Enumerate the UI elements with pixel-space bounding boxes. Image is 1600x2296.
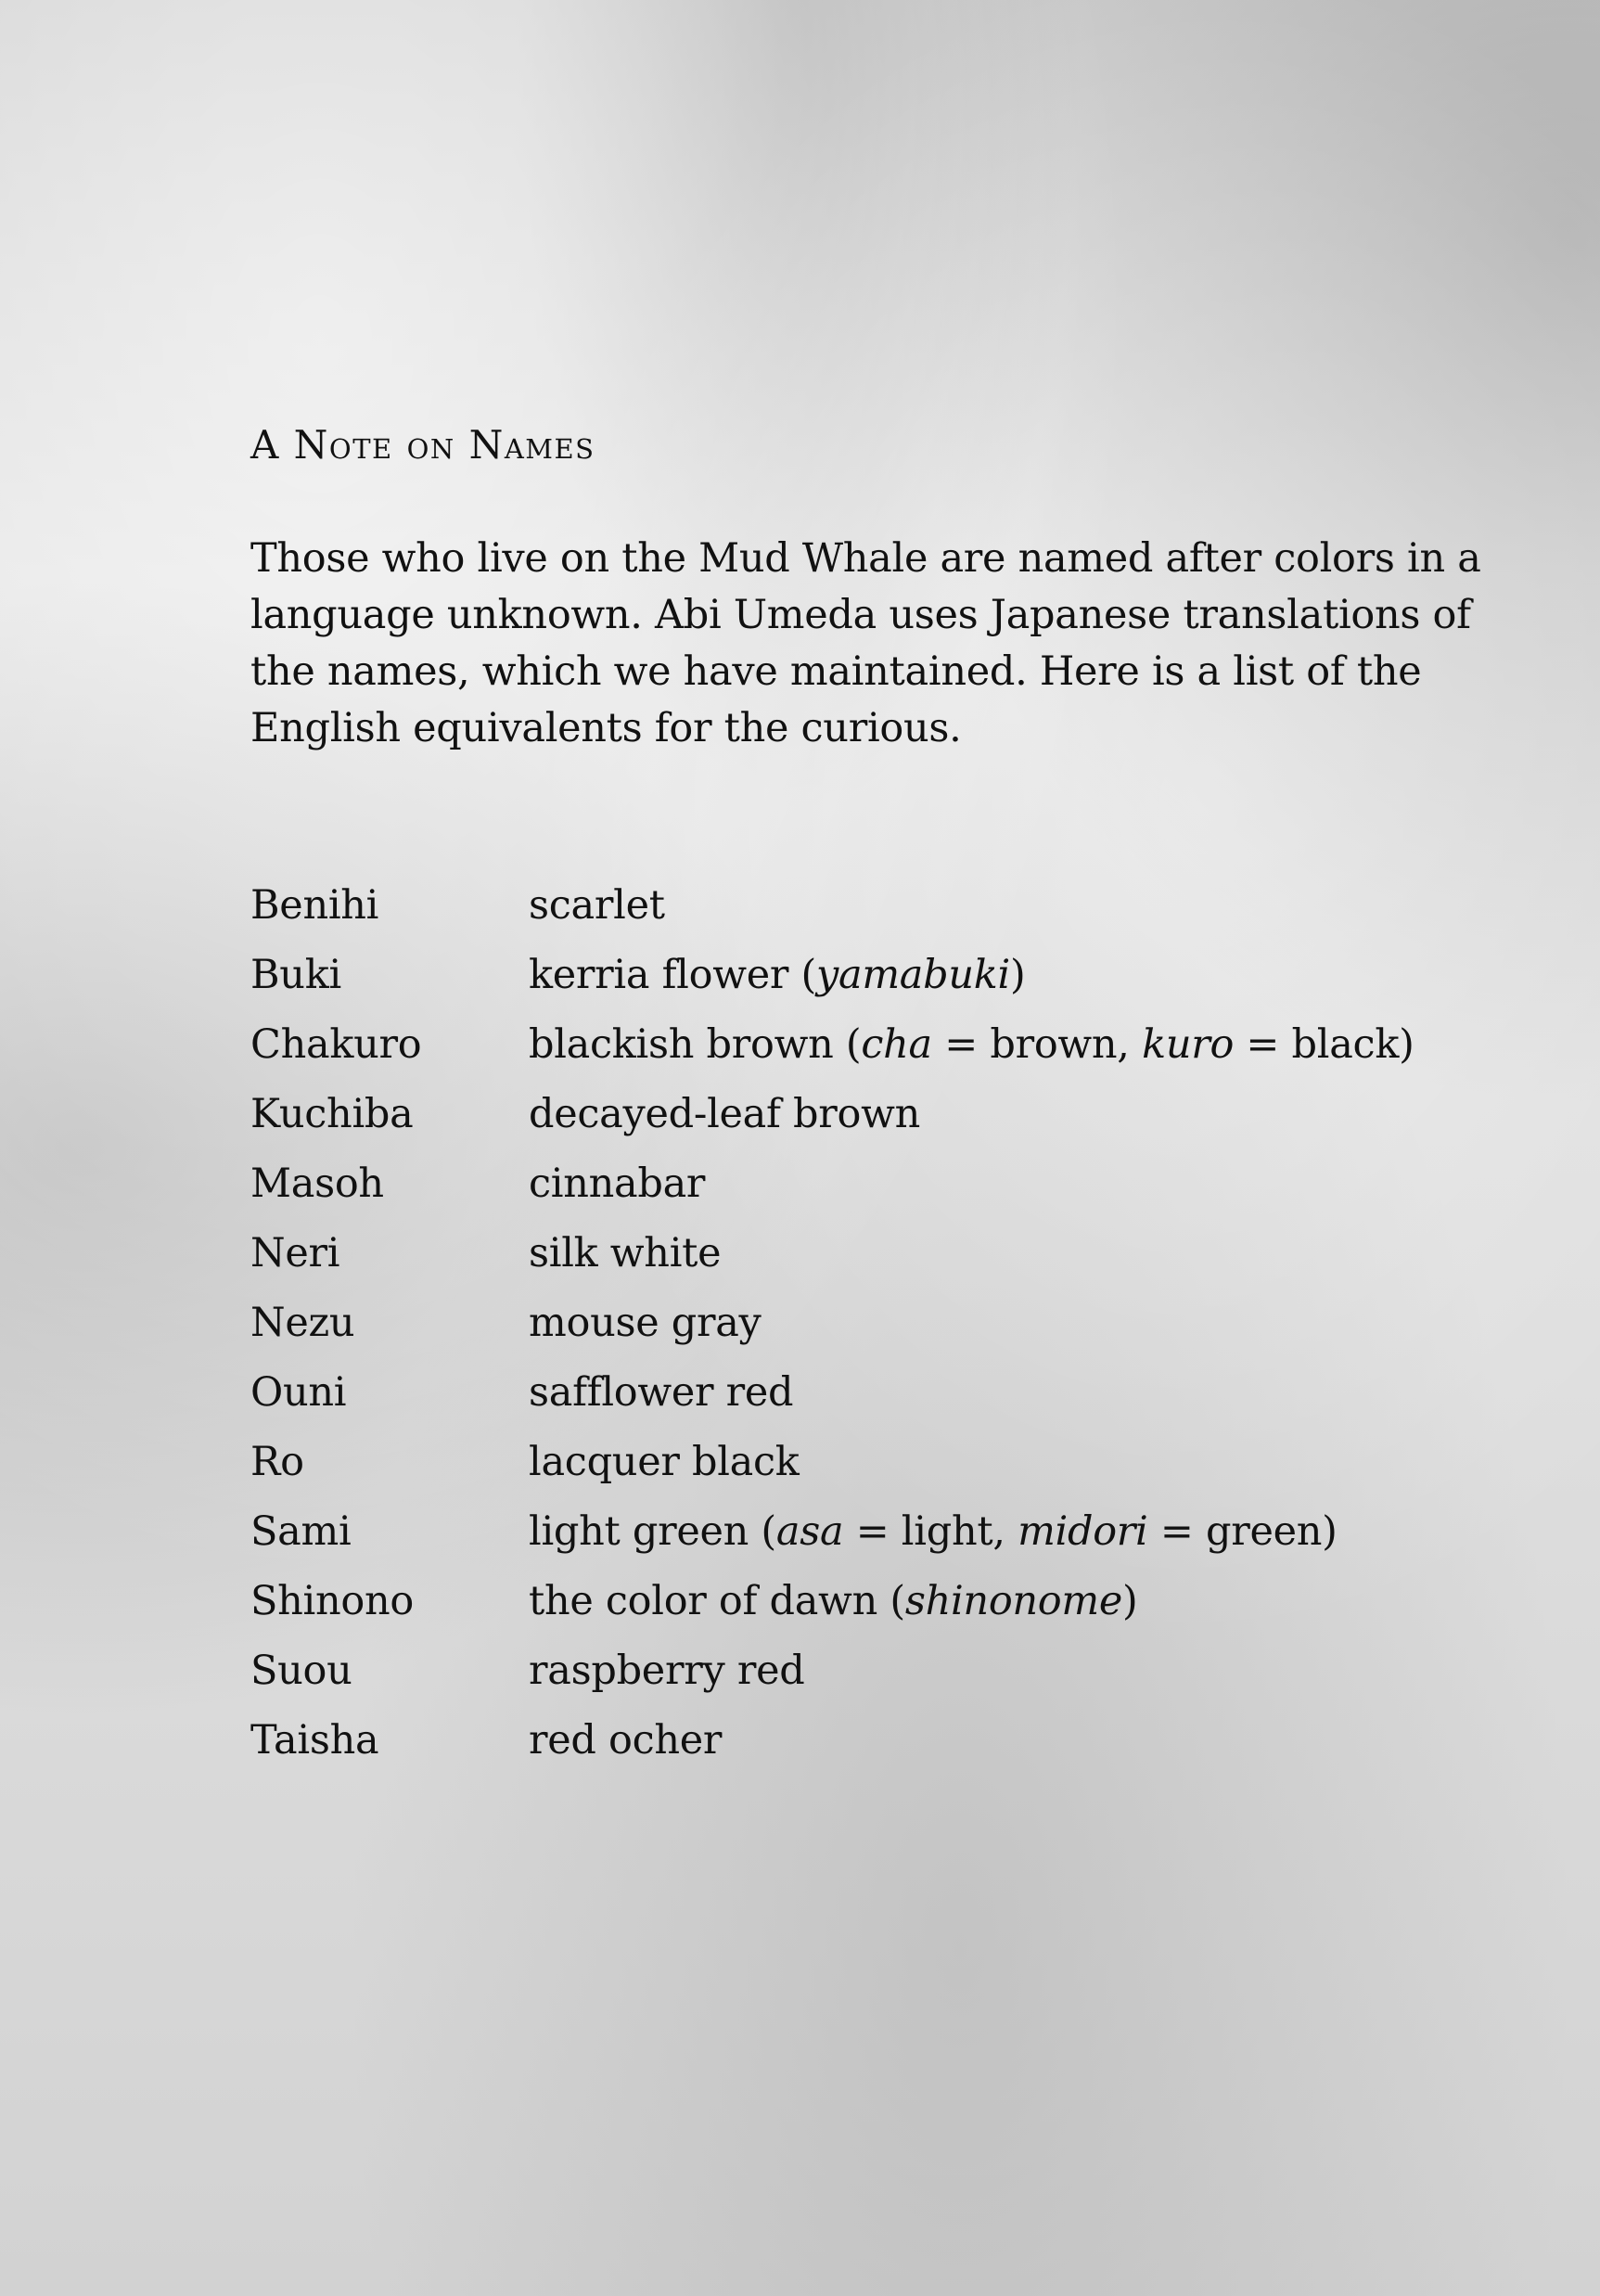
color-meaning — [529, 1645, 1456, 1697]
list-item — [250, 1088, 1456, 1158]
japanese-term: asa — [775, 1508, 844, 1555]
meaning-text: ) — [1122, 1578, 1138, 1624]
color-meaning — [529, 1575, 1456, 1627]
color-meaning — [529, 1714, 1456, 1766]
character-name: Kuchiba — [250, 1091, 414, 1137]
name-list — [250, 879, 1456, 1784]
japanese-term: cha — [861, 1021, 932, 1068]
meaning-text: silk white — [529, 1230, 722, 1276]
list-item — [250, 1645, 1456, 1714]
meaning-text: safflower red — [529, 1369, 794, 1416]
color-meaning — [529, 1227, 1456, 1279]
character-name: Shinono — [250, 1578, 414, 1624]
character-name: Buki — [250, 952, 341, 998]
list-item — [250, 1714, 1456, 1784]
meaning-text: cinnabar — [529, 1161, 706, 1207]
meaning-text: blackish brown ( — [529, 1021, 862, 1068]
color-meaning — [529, 1297, 1456, 1349]
meaning-text: = green) — [1147, 1508, 1338, 1555]
japanese-term: shinonome — [904, 1578, 1123, 1624]
meaning-text: red ocher — [529, 1717, 723, 1764]
color-meaning — [529, 1019, 1456, 1071]
meaning-text: kerria flower ( — [529, 952, 816, 998]
character-name: Taisha — [250, 1717, 379, 1764]
meaning-text: decayed-leaf brown — [529, 1091, 920, 1137]
page-title: A Note on Names — [250, 422, 595, 468]
character-name: Neri — [250, 1230, 340, 1276]
meaning-text: the color of dawn ( — [529, 1578, 905, 1624]
list-item — [250, 879, 1456, 949]
color-meaning — [529, 1366, 1456, 1418]
color-meaning — [529, 879, 1456, 931]
character-name: Masoh — [250, 1161, 384, 1207]
list-item — [250, 1366, 1456, 1436]
meaning-text: = black) — [1234, 1021, 1414, 1068]
color-meaning — [529, 949, 1456, 1001]
character-name: Benihi — [250, 882, 379, 929]
japanese-term: yamabuki — [815, 952, 1010, 998]
meaning-text: ) — [1009, 952, 1026, 998]
character-name: Chakuro — [250, 1021, 422, 1068]
list-item — [250, 1506, 1456, 1575]
meaning-text: = brown, — [931, 1021, 1143, 1068]
color-meaning — [529, 1506, 1456, 1558]
meaning-text: lacquer black — [529, 1439, 800, 1485]
meaning-text: mouse gray — [529, 1300, 762, 1346]
meaning-text: light green ( — [529, 1508, 776, 1555]
list-item — [250, 1297, 1456, 1366]
color-meaning — [529, 1436, 1456, 1488]
character-name: Sami — [250, 1508, 352, 1555]
character-name: Ouni — [250, 1369, 347, 1416]
color-meaning — [529, 1158, 1456, 1210]
list-item — [250, 949, 1456, 1019]
meaning-text: scarlet — [529, 882, 665, 929]
character-name: Ro — [250, 1439, 304, 1485]
intro-paragraph: Those who live on the Mud Whale are named after colors in a language unknown. Abi Umeda uses Japanese translations of the names, which we have maintained. Here is a list of the English equivalents for the curious. — [250, 535, 1481, 751]
character-name: Suou — [250, 1648, 352, 1694]
character-name: Nezu — [250, 1300, 355, 1346]
meaning-text: = light, — [843, 1508, 1018, 1555]
japanese-term: midori — [1018, 1508, 1148, 1555]
color-meaning — [529, 1088, 1456, 1140]
list-item — [250, 1575, 1456, 1645]
japanese-term: kuro — [1142, 1021, 1235, 1068]
list-item — [250, 1436, 1456, 1506]
list-item — [250, 1158, 1456, 1227]
list-item — [250, 1227, 1456, 1297]
meaning-text: raspberry red — [529, 1648, 805, 1694]
list-item — [250, 1019, 1456, 1088]
